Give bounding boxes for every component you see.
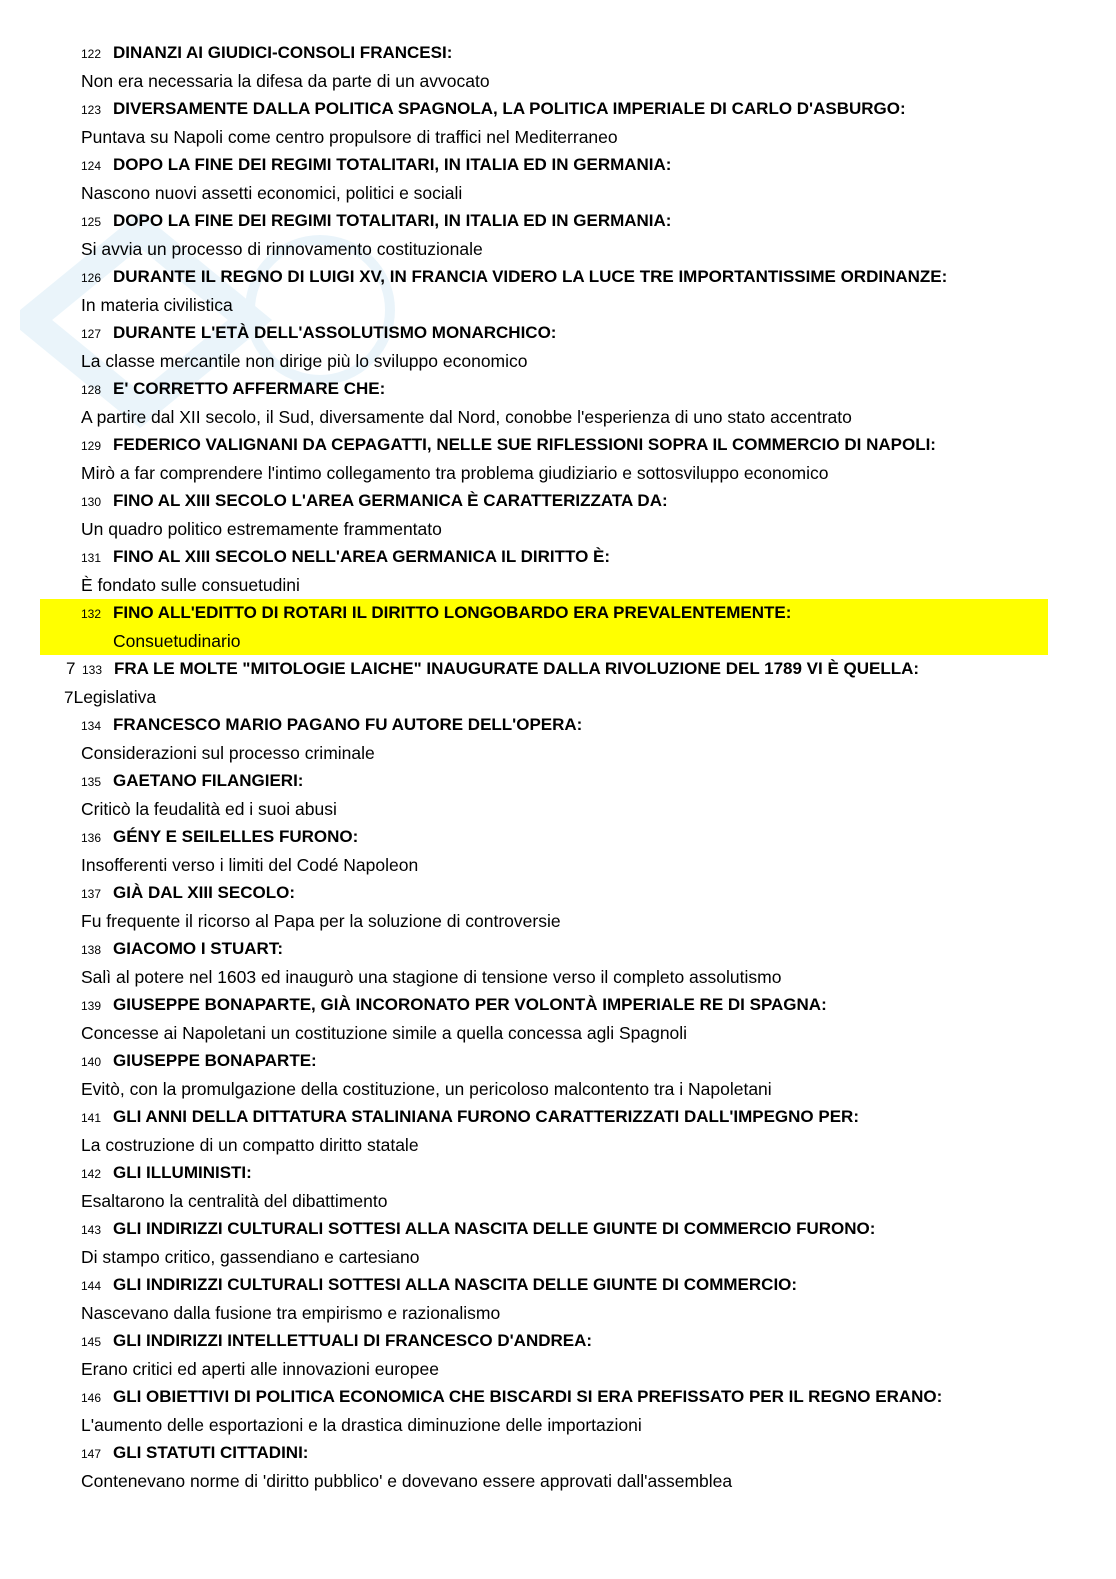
qa-item bbox=[0, 151, 1116, 207]
qa-item bbox=[0, 39, 1116, 95]
question-text: FINO ALL'EDITTO DI ROTARI IL DIRITTO LONGOBARDO ERA PREVALENTEMENTE: bbox=[113, 603, 792, 622]
qa-item bbox=[0, 991, 1116, 1047]
answer-text: Concesse ai Napoletani un costituzione simile a quella concessa agli Spagnoli bbox=[81, 1023, 688, 1043]
qa-item bbox=[0, 487, 1116, 543]
qa-item bbox=[0, 95, 1116, 151]
qa-list bbox=[0, 39, 1116, 1495]
question-number: 139 bbox=[81, 999, 102, 1013]
question-line bbox=[0, 991, 1116, 1019]
qa-item bbox=[0, 655, 1116, 711]
answer-text: Non era necessaria la difesa da parte di un avvocato bbox=[81, 71, 490, 91]
question-line bbox=[40, 599, 1048, 627]
question-number: 138 bbox=[81, 943, 102, 957]
question-text: FRANCESCO MARIO PAGANO FU AUTORE DELL'OPERA: bbox=[113, 715, 583, 734]
question-text: FINO AL XIII SECOLO NELL'AREA GERMANICA IL DIRITTO È: bbox=[113, 547, 611, 566]
question-number: 137 bbox=[81, 887, 102, 901]
qa-item bbox=[0, 1271, 1116, 1327]
question-line bbox=[0, 823, 1116, 851]
answer-text: Di stampo critico, gassendiano e cartesiano bbox=[81, 1247, 420, 1267]
question-number: 140 bbox=[81, 1055, 102, 1069]
question-text: DURANTE IL REGNO DI LUIGI XV, IN FRANCIA VIDERO LA LUCE TRE IMPORTANTISSIME ORDINANZE: bbox=[113, 267, 948, 286]
question-number: 146 bbox=[81, 1391, 102, 1405]
question-line bbox=[0, 1383, 1116, 1411]
question-number: 126 bbox=[81, 271, 102, 285]
answer-text: Criticò la feudalità ed i suoi abusi bbox=[81, 799, 337, 819]
answer-text: Considerazioni sul processo criminale bbox=[81, 743, 375, 763]
qa-item bbox=[0, 263, 1116, 319]
qa-item-highlighted bbox=[40, 599, 1048, 655]
question-text: FINO AL XIII SECOLO L'AREA GERMANICA È CARATTERIZZATA DA: bbox=[113, 491, 668, 510]
question-text: GLI ANNI DELLA DITTATURA STALINIANA FURONO CARATTERIZZATI DALL'IMPEGNO PER: bbox=[113, 1107, 859, 1126]
question-number: 144 bbox=[81, 1279, 102, 1293]
qa-item bbox=[0, 1047, 1116, 1103]
answer-text: Insofferenti verso i limiti del Codé Napoleon bbox=[81, 855, 419, 875]
question-text: DURANTE L'ETÀ DELL'ASSOLUTISMO MONARCHICO: bbox=[113, 323, 557, 342]
question-line bbox=[0, 319, 1116, 347]
question-text: GIUSEPPE BONAPARTE, GIÀ INCORONATO PER VOLONTÀ IMPERIALE RE DI SPAGNA: bbox=[113, 995, 827, 1014]
answer-text: Nascevano dalla fusione tra empirismo e razionalismo bbox=[81, 1303, 501, 1323]
qa-item bbox=[0, 375, 1116, 431]
question-line bbox=[0, 1047, 1116, 1075]
question-line bbox=[0, 95, 1116, 123]
answer-text: Nascono nuovi assetti economici, politici e sociali bbox=[81, 183, 463, 203]
answer-text: Esaltarono la centralità del dibattimento bbox=[81, 1191, 388, 1211]
question-number: 147 bbox=[81, 1447, 102, 1461]
question-text: DINANZI AI GIUDICI-CONSOLI FRANCESI: bbox=[113, 43, 453, 62]
question-line bbox=[0, 1215, 1116, 1243]
question-line bbox=[0, 151, 1116, 179]
answer-text: A partire dal XII secolo, il Sud, diversamente dal Nord, conobbe l'esperienza di uno stato accentrato bbox=[81, 407, 852, 427]
question-line bbox=[0, 767, 1116, 795]
qa-item bbox=[0, 431, 1116, 487]
question-text: GLI STATUTI CITTADINI: bbox=[113, 1443, 309, 1462]
qa-item bbox=[0, 879, 1116, 935]
question-number: 131 bbox=[81, 551, 102, 565]
answer-line bbox=[0, 683, 1116, 711]
question-number: 134 bbox=[81, 719, 102, 733]
qa-item bbox=[0, 1383, 1116, 1439]
question-number: 128 bbox=[81, 383, 102, 397]
question-text: GIÀ DAL XIII SECOLO: bbox=[113, 883, 295, 902]
question-number: 135 bbox=[81, 775, 102, 789]
qa-item bbox=[0, 319, 1116, 375]
qa-item bbox=[0, 1103, 1116, 1159]
question-text: GÉNY E SEILELLES FURONO: bbox=[113, 827, 359, 846]
question-number: 133 bbox=[82, 663, 103, 677]
qa-item bbox=[0, 1215, 1116, 1271]
answer-text: Salì al potere nel 1603 ed inaugurò una stagione di tensione verso il completo assolutismo bbox=[81, 967, 782, 987]
question-number: 123 bbox=[81, 103, 102, 117]
question-text: GIUSEPPE BONAPARTE: bbox=[113, 1051, 317, 1070]
question-line bbox=[0, 431, 1116, 459]
question-number: 124 bbox=[81, 159, 102, 173]
question-text: DOPO LA FINE DEI REGIMI TOTALITARI, IN ITALIA ED IN GERMANIA: bbox=[113, 211, 672, 230]
question-line bbox=[0, 263, 1116, 291]
answer-text: In materia civilistica bbox=[81, 295, 233, 315]
question-text: GLI OBIETTIVI DI POLITICA ECONOMICA CHE BISCARDI SI ERA PREFISSATO PER IL REGNO ERANO: bbox=[113, 1387, 943, 1406]
answer-text: Contenevano norme di 'diritto pubblico' e dovevano essere approvati dall'assemblea bbox=[81, 1471, 733, 1491]
question-number: 129 bbox=[81, 439, 102, 453]
question-text: GAETANO FILANGIERI: bbox=[113, 771, 304, 790]
answer-text: La costruzione di un compatto diritto statale bbox=[81, 1135, 419, 1155]
question-line bbox=[0, 655, 1116, 683]
answer-text: Puntava su Napoli come centro propulsore di traffici nel Mediterraneo bbox=[81, 127, 618, 147]
question-line bbox=[0, 1439, 1116, 1467]
question-number: 127 bbox=[81, 327, 102, 341]
answer-text: Si avvia un processo di rinnovamento costituzionale bbox=[81, 239, 483, 259]
question-text: GIACOMO I STUART: bbox=[113, 939, 283, 958]
question-line bbox=[0, 711, 1116, 739]
question-number: 143 bbox=[81, 1223, 102, 1237]
question-line bbox=[0, 207, 1116, 235]
question-number: 145 bbox=[81, 1335, 102, 1349]
question-text: DIVERSAMENTE DALLA POLITICA SPAGNOLA, LA POLITICA IMPERIALE DI CARLO D'ASBURGO: bbox=[113, 99, 906, 118]
qa-item bbox=[0, 1327, 1116, 1383]
question-line bbox=[0, 375, 1116, 403]
question-text: GLI ILLUMINISTI: bbox=[113, 1163, 252, 1182]
question-line bbox=[0, 1103, 1116, 1131]
question-line bbox=[0, 39, 1116, 67]
question-number: 130 bbox=[81, 495, 102, 509]
question-number: 132 bbox=[81, 607, 102, 621]
question-number: 142 bbox=[81, 1167, 102, 1181]
question-number: 141 bbox=[81, 1111, 102, 1125]
answer-text: L'aumento delle esportazioni e la drastica diminuzione delle importazioni bbox=[81, 1415, 642, 1435]
answer-text: La classe mercantile non dirige più lo sviluppo economico bbox=[81, 351, 528, 371]
question-prefix: 7 bbox=[66, 659, 76, 678]
answer-text: È fondato sulle consuetudini bbox=[81, 575, 300, 595]
qa-item bbox=[0, 543, 1116, 599]
question-line bbox=[0, 879, 1116, 907]
question-text: FRA LE MOLTE "MITOLOGIE LAICHE" INAUGURATE DALLA RIVOLUZIONE DEL 1789 VI È QUELLA: bbox=[114, 659, 920, 678]
question-text: GLI INDIRIZZI CULTURALI SOTTESI ALLA NASCITA DELLE GIUNTE DI COMMERCIO: bbox=[113, 1275, 798, 1294]
question-text: GLI INDIRIZZI INTELLETTUALI DI FRANCESCO D'ANDREA: bbox=[113, 1331, 593, 1350]
answer-text: Un quadro politico estremamente frammentato bbox=[81, 519, 442, 539]
question-line bbox=[0, 543, 1116, 571]
answer-text: Legislativa bbox=[73, 687, 157, 707]
answer-text: Erano critici ed aperti alle innovazioni europee bbox=[81, 1359, 439, 1379]
qa-item bbox=[0, 711, 1116, 767]
question-line bbox=[0, 1327, 1116, 1355]
answer-text: Mirò a far comprendere l'intimo collegamento tra problema giudiziario e sottosviluppo economico bbox=[81, 463, 829, 483]
question-text: E' CORRETTO AFFERMARE CHE: bbox=[113, 379, 386, 398]
qa-item bbox=[0, 823, 1116, 879]
question-line bbox=[0, 935, 1116, 963]
qa-item bbox=[0, 207, 1116, 263]
answer-text: Consuetudinario bbox=[113, 631, 241, 651]
question-line bbox=[0, 487, 1116, 515]
question-text: FEDERICO VALIGNANI DA CEPAGATTI, NELLE SUE RIFLESSIONI SOPRA IL COMMERCIO DI NAPOLI: bbox=[113, 435, 936, 454]
question-line bbox=[0, 1271, 1116, 1299]
qa-item bbox=[0, 1439, 1116, 1495]
answer-text: Evitò, con la promulgazione della costituzione, un pericoloso malcontento tra i Napoletani bbox=[81, 1079, 772, 1099]
question-text: DOPO LA FINE DEI REGIMI TOTALITARI, IN ITALIA ED IN GERMANIA: bbox=[113, 155, 672, 174]
qa-item bbox=[0, 767, 1116, 823]
question-text: GLI INDIRIZZI CULTURALI SOTTESI ALLA NASCITA DELLE GIUNTE DI COMMERCIO FURONO: bbox=[113, 1219, 876, 1238]
question-line bbox=[0, 1159, 1116, 1187]
answer-text: Fu frequente il ricorso al Papa per la soluzione di controversie bbox=[81, 911, 561, 931]
qa-item bbox=[0, 1159, 1116, 1215]
question-number: 125 bbox=[81, 215, 102, 229]
question-number: 122 bbox=[81, 47, 102, 61]
qa-item bbox=[0, 935, 1116, 991]
answer-prefix: 7 bbox=[64, 688, 74, 707]
question-number: 136 bbox=[81, 831, 102, 845]
